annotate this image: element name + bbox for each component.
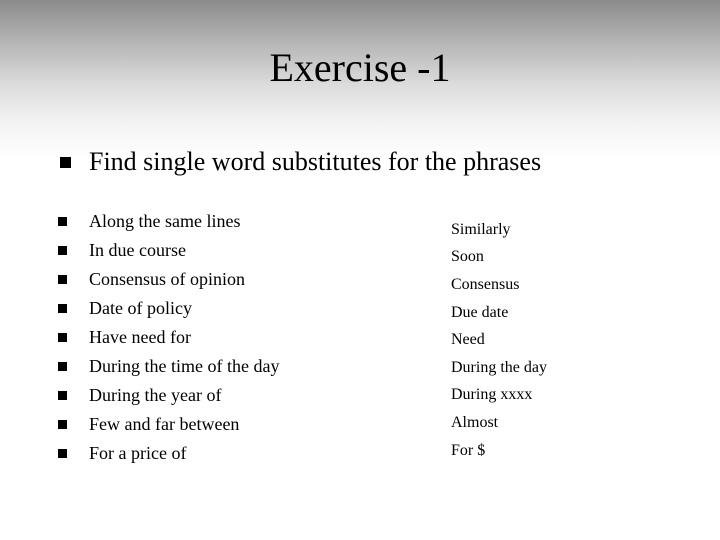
substitute-text: Similarly xyxy=(451,220,511,238)
square-bullet-icon xyxy=(58,420,67,429)
list-item xyxy=(58,410,240,439)
substitute-text: Soon xyxy=(451,248,484,266)
square-bullet-icon xyxy=(58,362,67,371)
phrase-text: Along the same lines xyxy=(89,211,241,231)
phrase-text: For a price of xyxy=(89,443,187,463)
list-item xyxy=(58,352,280,381)
list-item xyxy=(58,207,241,236)
substitute-text: Almost xyxy=(451,413,499,431)
square-bullet-icon xyxy=(58,333,67,342)
list-item xyxy=(58,323,191,352)
phrase-text: Date of policy xyxy=(89,298,192,318)
phrase-text: Have need for xyxy=(89,327,191,347)
phrase-text: Consensus of opinion xyxy=(89,269,246,289)
substitute-text: Due date xyxy=(451,303,509,321)
list-item xyxy=(58,294,192,323)
list-item xyxy=(58,381,222,410)
substitute-list xyxy=(451,216,547,464)
slide-title: Exercise -1 xyxy=(269,45,451,90)
list-item xyxy=(58,236,186,265)
substitute-text: Consensus xyxy=(451,275,520,293)
phrase-text: During the year of xyxy=(89,385,222,405)
square-bullet-icon xyxy=(58,449,67,458)
substitute-text: During the day xyxy=(451,358,547,376)
phrase-text: During the time of the day xyxy=(89,356,280,376)
list-item xyxy=(58,439,187,468)
list-item xyxy=(58,265,246,294)
square-bullet-icon xyxy=(58,275,67,284)
square-bullet-icon xyxy=(58,246,67,255)
square-bullet-icon xyxy=(58,391,67,400)
phrase-text: In due course xyxy=(89,240,186,260)
square-bullet-icon xyxy=(58,304,67,313)
square-bullet-icon xyxy=(58,217,67,226)
square-bullet-icon xyxy=(60,157,71,168)
main-point-text: Find single word substitutes for the phrases xyxy=(89,147,542,176)
main-point xyxy=(60,142,542,182)
substitute-text: For $ xyxy=(451,441,486,459)
substitute-text: Need xyxy=(451,331,485,349)
substitute-text: During xxxx xyxy=(451,386,533,404)
phrase-text: Few and far between xyxy=(89,414,240,434)
phrase-list xyxy=(58,207,280,468)
